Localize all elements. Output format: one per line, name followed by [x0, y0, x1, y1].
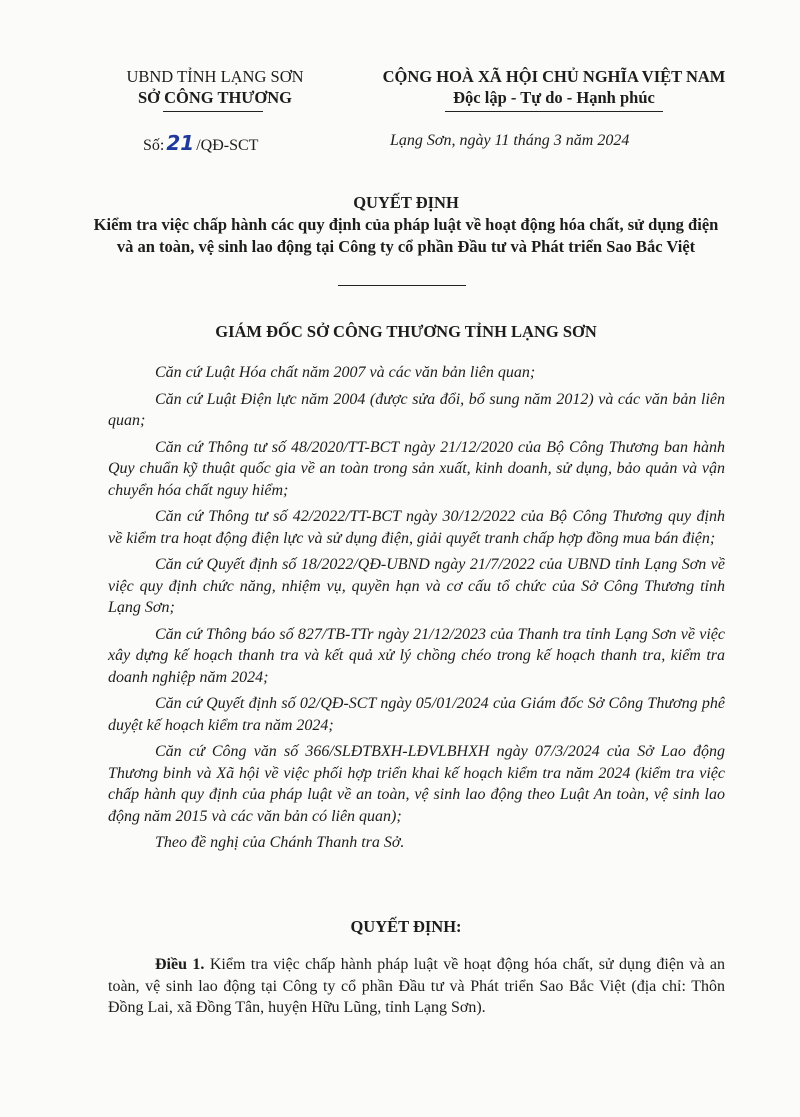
national-motto: Độc lập - Tự do - Hạnh phúc — [453, 88, 655, 107]
title-main: QUYẾT ĐỊNH — [353, 193, 459, 212]
legal-basis-item: Căn cứ Luật Điện lực năm 2004 (được sửa đổi, bổ sung năm 2012) và các văn bản liên quan; — [108, 390, 725, 429]
article-1-label: Điều 1. — [155, 956, 205, 973]
decision-heading: QUYẾT ĐỊNH: — [350, 917, 462, 936]
legal-basis-item: Căn cứ Quyết định số 18/2022/QĐ-UBND ngày 21/7/2022 của UBND tỉnh Lạng Sơn về việc quy định chức năng, nhiệm vụ, quyền hạn và cơ cấu tổ chức của Sở Công Thương tỉnh Lạng Sơn; — [108, 556, 725, 616]
legal-basis-item: Căn cứ Thông tư số 42/2022/TT-BCT ngày 30/12/2022 của Bộ Công Thương quy định về kiểm tra hoạt động điện lực và sử dụng điện, giải quyết tranh chấp hợp đồng mua bán điện; — [108, 508, 725, 547]
title-underline — [338, 285, 466, 286]
legal-basis-item: Căn cứ Thông tư số 48/2020/TT-BCT ngày 21/12/2020 của Bộ Công Thương ban hành Quy chuẩn kỹ thuật quốc gia về an toàn trong sản xuất, kinh doanh, sử dụng, bảo quản và vận chuyển hóa chất nguy hiểm; — [108, 438, 725, 499]
authority-underline — [163, 111, 263, 112]
issuing-authority — [100, 66, 330, 108]
article-1-text: Kiểm tra việc chấp hành pháp luật về hoạt động hóa chất, sử dụng điện và an toàn, vệ sinh lao động tại Công ty cổ phần Đầu tư và Phát triển Sao Bắc Việt (địa chỉ: Thôn Đồng Lai, xã Đồng Tân, huyện Hữu Lũng, tỉnh Lạng Sơn). — [108, 956, 726, 1016]
org-dept: SỞ CÔNG THƯƠNG — [137, 88, 293, 107]
article-1-paragraph — [108, 954, 725, 1019]
national-header — [344, 66, 764, 108]
legal-basis-item: Căn cứ Quyết định số 02/QĐ-SCT ngày 05/01/2024 của Giám đốc Sở Công Thương phê duyệt kế hoạch kiểm tra năm 2024; — [108, 695, 725, 734]
legal-basis-item: Căn cứ Luật Hóa chất năm 2007 và các văn bản liên quan; — [155, 364, 536, 381]
document-title — [90, 192, 722, 258]
director-heading: GIÁM ĐỐC SỞ CÔNG THƯƠNG TỈNH LẠNG SƠN — [215, 322, 597, 341]
article-1 — [108, 954, 725, 1019]
legal-bases — [108, 362, 725, 859]
doc-number-handwritten: 21 — [166, 131, 195, 155]
motto-underline — [445, 111, 663, 112]
legal-basis-item: Căn cứ Thông báo số 827/TB-TTr ngày 21/12/2023 của Thanh tra tỉnh Lạng Sơn về việc xây dựng kế hoạch thanh tra và kết quả xử lý chồng chéo trong kế hoạch thanh tra, kiểm tra doanh nghiệp năm 2024; — [108, 625, 725, 686]
legal-basis-item: Theo đề nghị của Chánh Thanh tra Sở. — [155, 834, 405, 851]
doc-number-prefix: Số: — [143, 137, 165, 154]
doc-number-suffix: /QĐ-SCT — [196, 137, 259, 154]
legal-basis-item: Căn cứ Công văn số 366/SLĐTBXH-LĐVLBHXH ngày 07/3/2024 của Sở Lao động Thương binh và Xã hội về việc phối hợp triển khai kế hoạch kiểm tra năm 2024 (kiểm tra việc chấp hành quy định của pháp luật về an toàn, vệ sinh lao động theo Luật An toàn, vệ sinh lao động năm 2015 và các văn bản có liên quan); — [108, 743, 725, 825]
org-parent: UBND TỈNH LẠNG SƠN — [126, 67, 304, 86]
republic-name: CỘNG HOÀ XÃ HỘI CHỦ NGHĨA VIỆT NAM — [382, 67, 726, 86]
date-line: Lạng Sơn, ngày 11 tháng 3 năm 2024 — [390, 132, 630, 149]
document-number — [143, 131, 258, 155]
title-subject: Kiểm tra việc chấp hành các quy định của pháp luật về hoạt động hóa chất, sử dụng điện và an toàn, vệ sinh lao động tại Công ty cổ phần Đầu tư và Phát triển Sao Bắc Việt — [93, 215, 719, 256]
